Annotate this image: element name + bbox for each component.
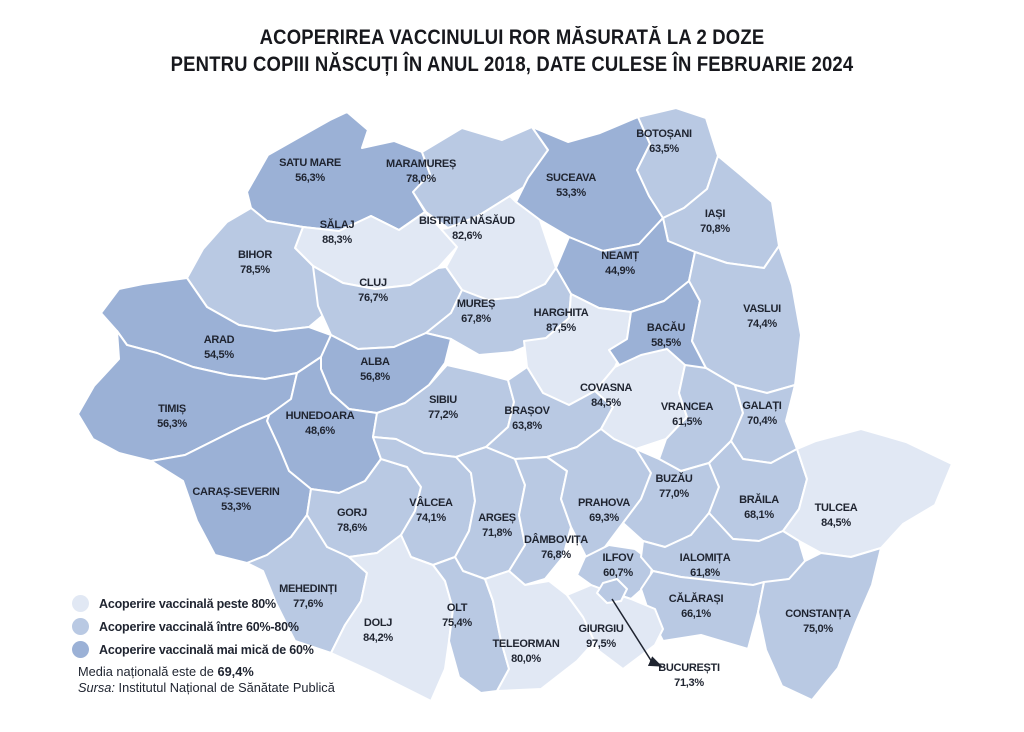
- county-value-vs: 74,4%: [747, 318, 777, 330]
- county-value-hr: 87,5%: [546, 322, 576, 334]
- county-value-bc: 58,5%: [651, 337, 681, 349]
- title-line-1: ACOPERIREA VACCINULUI ROR MĂSURATĂ LA 2 DOZE: [259, 26, 765, 49]
- legend-item-high: [72, 592, 314, 615]
- county-name-gj: GORJ: [337, 507, 367, 519]
- county-value-hd: 48,6%: [305, 425, 335, 437]
- county-name-mm: MARAMUREȘ: [385, 158, 457, 170]
- county-name-hr: HARGHITA: [533, 307, 589, 319]
- county-name-vl: VÂLCEA: [409, 497, 453, 509]
- county-value-tr: 80,0%: [511, 653, 541, 665]
- county-value-vr: 61,5%: [672, 416, 702, 428]
- legend-label-mid: Acoperire vaccinală între 60%-80%: [99, 619, 299, 634]
- county-value-ar: 54,5%: [204, 349, 234, 361]
- legend-label-high: Acoperire vaccinală peste 80%: [99, 596, 276, 611]
- county-name-cv: COVASNA: [579, 382, 633, 394]
- county-name-gr: GIURGIU: [578, 623, 624, 635]
- county-value-sv: 53,3%: [556, 187, 586, 199]
- county-value-cv: 84,5%: [591, 397, 621, 409]
- county-name-vr: VRANCEA: [660, 401, 714, 413]
- county-value-il: 61,8%: [690, 567, 720, 579]
- county-name-sj: SĂLAJ: [319, 219, 355, 231]
- county-value-db: 76,8%: [541, 549, 571, 561]
- county-value-ct: 75,0%: [803, 623, 833, 635]
- county-name-cs: CARAȘ-SEVERIN: [192, 486, 280, 498]
- county-value-tl: 84,5%: [821, 517, 851, 529]
- county-name-sv: SUCEAVA: [545, 172, 597, 184]
- legend-label-low: Acoperire vaccinală mai mică de 60%: [99, 642, 314, 657]
- county-name-ph: PRAHOVA: [577, 497, 631, 509]
- county-value-ag: 71,8%: [482, 527, 512, 539]
- title-line-2: PENTRU COPIII NĂSCUȚI ÎN ANUL 2018, DATE CULESE ÎN FEBRUARIE 2024: [170, 53, 854, 76]
- county-value-b: 71,3%: [674, 677, 704, 689]
- county-name-nt: NEAMȚ: [601, 250, 639, 262]
- county-value-nt: 44,9%: [605, 265, 635, 277]
- average-prefix: Media națională este de: [78, 664, 218, 679]
- footer: [78, 664, 335, 696]
- county-name-dj: DOLJ: [363, 617, 393, 629]
- county-name-tm: TIMIȘ: [158, 403, 186, 415]
- county-value-bv: 63,8%: [512, 420, 542, 432]
- county-value-tm: 56,3%: [157, 418, 187, 430]
- average-value: 69,4%: [217, 664, 254, 679]
- county-value-cj: 76,7%: [358, 292, 388, 304]
- legend-dot-mid-icon: [72, 618, 89, 635]
- county-value-bn: 82,6%: [452, 230, 482, 242]
- county-name-sm: SATU MARE: [279, 157, 341, 169]
- county-name-gl: GALAȚI: [742, 400, 782, 412]
- county-name-db: DÂMBOVIȚA: [524, 534, 588, 546]
- county-value-cs: 53,3%: [221, 501, 251, 513]
- county-name-cl: CĂLĂRAȘI: [668, 593, 724, 605]
- legend-dot-low-icon: [72, 641, 89, 658]
- county-name-ab: ALBA: [360, 356, 390, 368]
- county-name-bn: BISTRIȚA NĂSĂUD: [419, 215, 515, 227]
- county-name-tr: TELEORMAN: [492, 638, 560, 650]
- county-name-sb: SIBIU: [429, 394, 457, 406]
- national-average-line: [78, 664, 335, 680]
- county-tl: [783, 429, 952, 557]
- county-name-ot: OLT: [446, 602, 468, 614]
- county-name-vs: VASLUI: [743, 303, 781, 315]
- county-name-ms: MUREȘ: [456, 298, 496, 310]
- legend-item-low: [72, 638, 314, 661]
- county-value-gj: 78,6%: [337, 522, 367, 534]
- county-name-tl: TULCEA: [814, 502, 858, 514]
- county-value-dj: 84,2%: [363, 632, 393, 644]
- county-value-bt: 63,5%: [649, 143, 679, 155]
- county-name-ct: CONSTANȚA: [785, 608, 851, 620]
- county-name-bc: BACĂU: [646, 322, 686, 334]
- county-name-bv: BRAȘOV: [504, 405, 550, 417]
- county-name-if: ILFOV: [602, 552, 634, 564]
- county-name-hd: HUNEDOARA: [285, 410, 355, 422]
- county-value-mm: 78,0%: [406, 173, 436, 185]
- county-value-br: 68,1%: [744, 509, 774, 521]
- county-name-ag: ARGEȘ: [478, 512, 516, 524]
- map-legend: [72, 592, 314, 661]
- county-name-br: BRĂILA: [739, 494, 779, 506]
- county-value-ph: 69,3%: [589, 512, 619, 524]
- source-label: Sursa:: [78, 680, 115, 695]
- county-name-b: BUCUREȘTI: [658, 662, 720, 674]
- county-value-ot: 75,4%: [442, 617, 472, 629]
- county-value-gr: 97,5%: [586, 638, 616, 650]
- county-value-mh: 77,6%: [293, 598, 323, 610]
- county-value-is: 70,8%: [700, 223, 730, 235]
- county-name-bh: BIHOR: [238, 249, 272, 261]
- legend-item-mid: [72, 615, 314, 638]
- county-value-bh: 78,5%: [240, 264, 270, 276]
- county-value-ab: 56,8%: [360, 371, 390, 383]
- legend-dot-high-icon: [72, 595, 89, 612]
- county-name-bt: BOTOȘANI: [636, 128, 692, 140]
- source-text: Institutul Național de Sănătate Publică: [115, 680, 335, 695]
- county-sm: [247, 112, 430, 231]
- county-value-if: 60,7%: [603, 567, 633, 579]
- county-name-is: IAȘI: [704, 208, 726, 220]
- county-value-gl: 70,4%: [747, 415, 777, 427]
- county-value-cl: 66,1%: [681, 608, 711, 620]
- county-value-sm: 56,3%: [295, 172, 325, 184]
- county-value-bz: 77,0%: [659, 488, 689, 500]
- county-name-bz: BUZĂU: [655, 473, 693, 485]
- county-value-sj: 88,3%: [322, 234, 352, 246]
- county-name-mh: MEHEDINȚI: [279, 583, 337, 595]
- county-value-vl: 74,1%: [416, 512, 446, 524]
- source-line: [78, 680, 335, 696]
- county-value-sb: 77,2%: [428, 409, 458, 421]
- county-name-ar: ARAD: [203, 334, 235, 346]
- county-name-cj: CLUJ: [359, 277, 387, 289]
- county-value-ms: 67,8%: [461, 313, 491, 325]
- county-name-il: IALOMIȚA: [679, 552, 731, 564]
